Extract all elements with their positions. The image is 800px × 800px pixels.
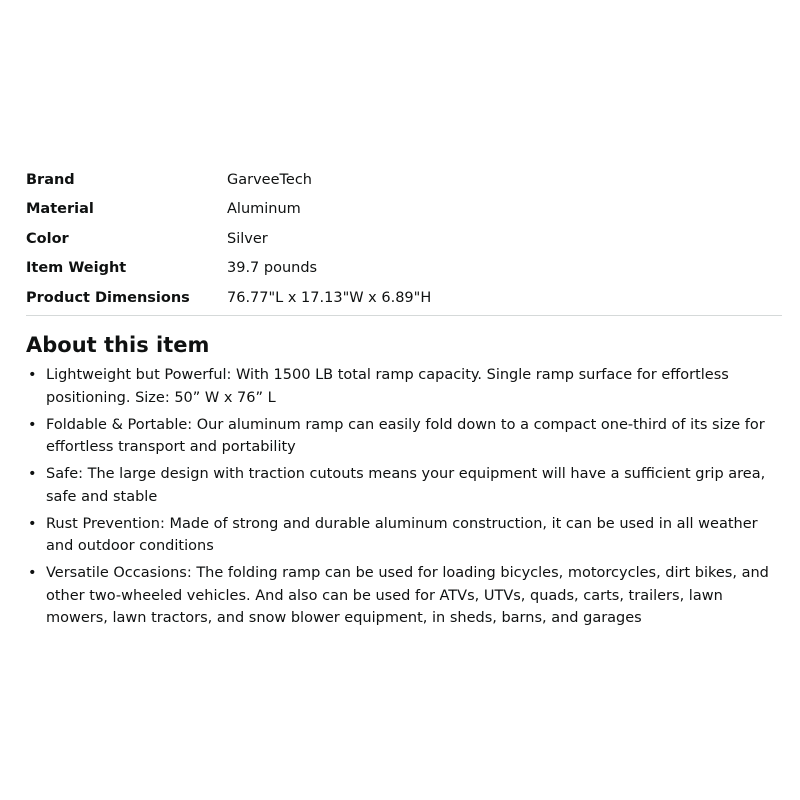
feature-bullet [26, 562, 786, 630]
bullet-dot-icon: • [28, 416, 37, 433]
spec-label: Item Weight [26, 260, 127, 277]
feature-bullet [26, 513, 786, 558]
spec-value: 76.77"L x 17.13"W x 6.89"H [227, 289, 432, 306]
bullet-dot-icon: • [28, 565, 37, 581]
feature-bullet-text: Lightweight but Powerful: With 1500 LB total ramp capacity. Single ramp surface for effortless positioning. Size: 50” W x 76” L [46, 367, 729, 406]
feature-bullet-text: Versatile Occasions: The folding ramp can be used for loading bicycles, motorcycles, dirt bikes, and other two-wheeled vehicles. And also can be used for ATVs, UTVs, quads, carts, trailers, lawn mowers, lawn tractors, and snow blower equipment, in sheds, barns, and garages [46, 565, 769, 626]
feature-bullet-text: Rust Prevention: Made of strong and durable aluminum construction, it can be used in all weather and outdoor conditions [46, 515, 758, 554]
bullet-dot-icon: • [28, 367, 37, 383]
feature-bullet-text: Foldable & Portable: Our aluminum ramp can easily fold down to a compact one-third of its size for effortless transport and portability [46, 416, 765, 455]
spec-label: Product Dimensions [26, 289, 190, 306]
spec-value: Silver [227, 230, 268, 247]
spec-row-material [26, 195, 782, 225]
about-section-title: About this item [26, 333, 210, 357]
spec-row-product-dimensions [26, 283, 782, 313]
feature-bullet [26, 364, 786, 409]
spec-value: GarveeTech [227, 171, 312, 188]
spec-row-item-weight [26, 254, 782, 284]
feature-bullet-text: Safe: The large design with traction cutouts means your equipment will have a sufficient grip area, safe and stable [46, 466, 766, 505]
bullet-dot-icon: • [28, 466, 37, 482]
feature-bullet [26, 414, 786, 459]
section-divider [26, 315, 782, 316]
spec-label: Material [26, 201, 94, 218]
bullet-dot-icon: • [28, 515, 37, 532]
feature-bullet-list [26, 364, 786, 634]
spec-label: Color [26, 230, 69, 247]
spec-row-color [26, 224, 782, 254]
feature-bullet [26, 463, 786, 508]
spec-label: Brand [26, 171, 75, 188]
product-specs-table [26, 165, 782, 313]
spec-row-brand [26, 165, 782, 195]
spec-value: Aluminum [227, 201, 301, 218]
spec-value: 39.7 pounds [227, 260, 318, 277]
